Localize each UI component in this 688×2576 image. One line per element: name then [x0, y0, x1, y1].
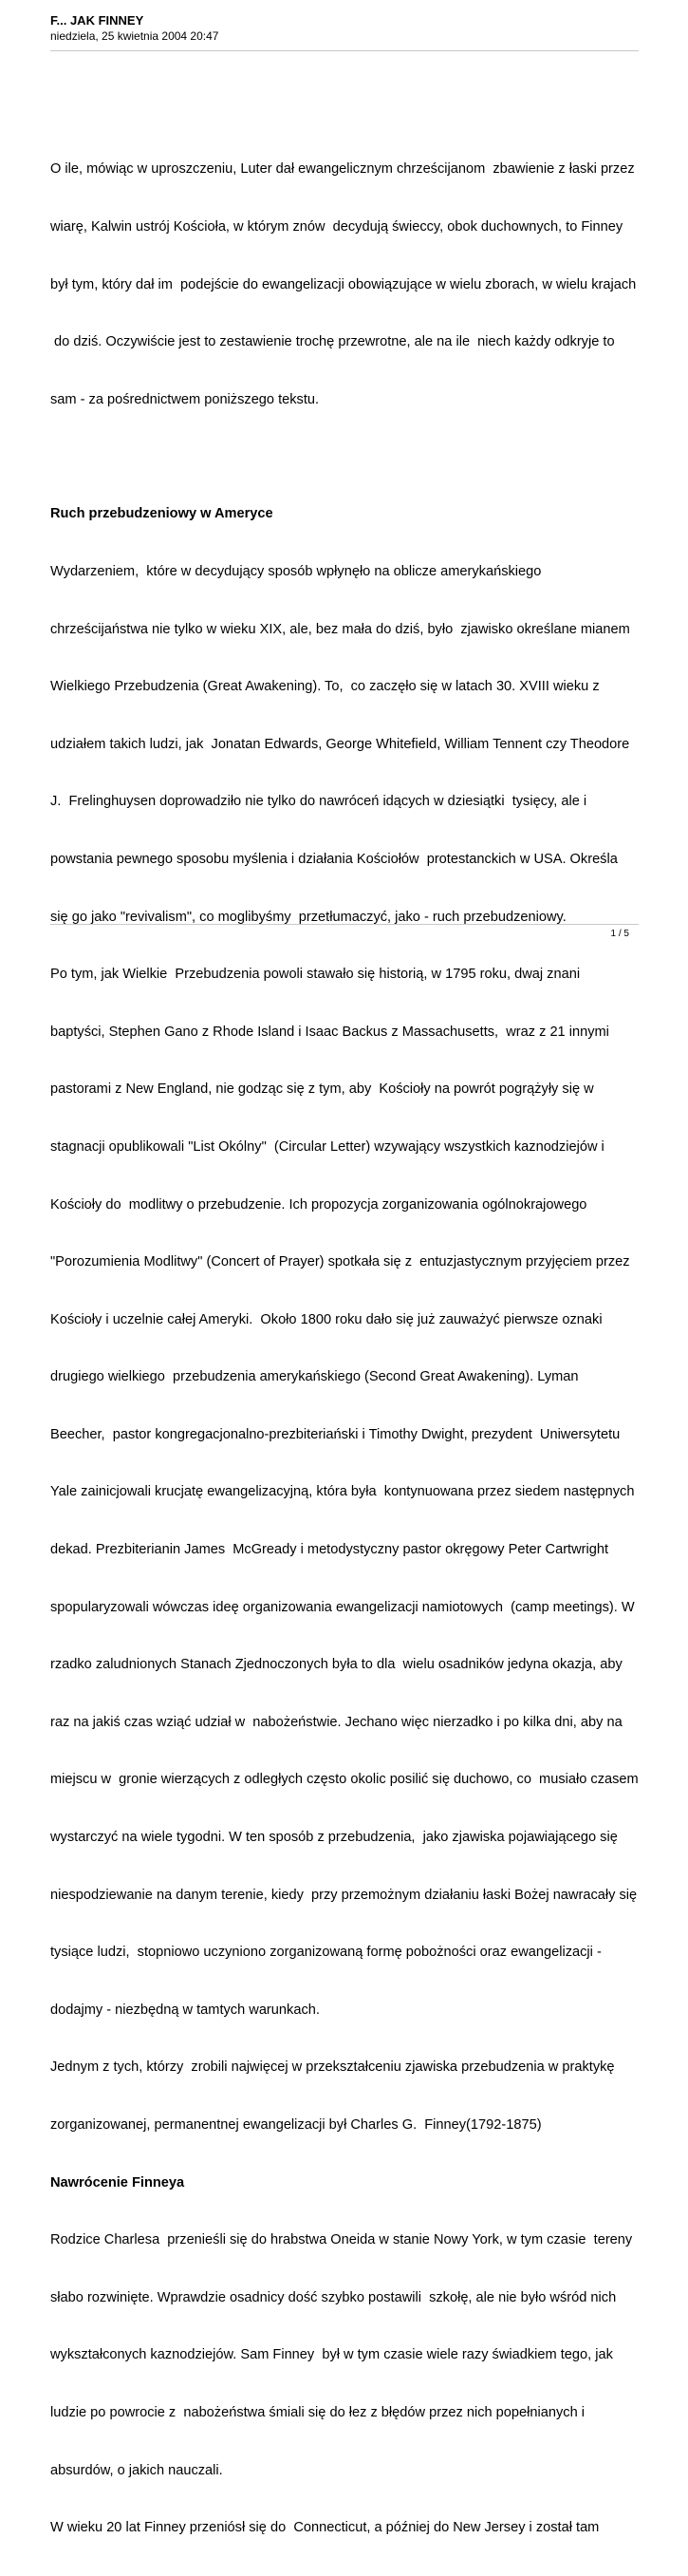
section-conversion-text — [50, 2192, 641, 2576]
text-line: dodajmy - niezbędną w tamtych warunkach. — [50, 2002, 320, 2018]
paragraph-spacer — [50, 447, 641, 504]
text-line: wystarczyć na wiele tygodni. W ten sposób z przebudzenia, jako zjawiska pojawiającego się — [50, 1830, 618, 1846]
intro-line: O ile, mówiąc w uproszczeniu, Luter dał ewangelicznym chrześcijanom zbawienie z łaski przez — [50, 161, 635, 178]
intro-paragraph — [50, 122, 641, 447]
text-line: Beecher, pastor kongregacjonalno-prezbiteriański i Timothy Dwight, prezydent Uniwersytetu — [50, 1426, 621, 1442]
text-line: Wielkiego Przebudzenia (Great Awakening). To, co zaczęło się w latach 30. XVIII wieku z — [50, 679, 600, 695]
text-line: Rodzice Charlesa przenieśli się do hrabstwa Oneida w stanie Nowy York, w tym czasie tereny — [50, 2232, 633, 2248]
text-line: wykształconych kaznodziejów. Sam Finney był w tym czasie wiele razy świadkiem tego, jak — [50, 2347, 613, 2363]
document-title: F... JAK FINNEY — [50, 13, 144, 28]
section-revival-text — [50, 524, 641, 2173]
document-date: niedziela, 25 kwietnia 2004 20:47 — [50, 29, 219, 43]
intro-line: był tym, który dał im podejście do ewangelizacji obowiązujące w wielu zborach, w wielu krajach — [50, 276, 637, 292]
text-line: absurdów, o jakich nauczali. — [50, 2462, 223, 2478]
text-line: Yale zainicjowali krucjatę ewangelizacyjną, która była kontynuowana przez siedem następnych — [50, 1484, 635, 1500]
text-line: baptyści, Stephen Gano z Rhode Island i Isaac Backus z Massachusetts, wraz z 21 innymi — [50, 1024, 609, 1040]
text-line: Jednym z tych, którzy zrobili najwięcej w przekształceniu zjawiska przebudzenia w praktykę — [50, 2059, 615, 2076]
intro-line: do dziś. Oczywiście jest to zestawienie trochę przewrotne, ale na ile niech każdy odkryje to — [50, 334, 615, 350]
text-line: pastorami z New England, nie godząc się z tym, aby Kościoły na powrót pogrążyły się w — [50, 1081, 594, 1098]
text-line: zorganizowanej, permanentnej ewangelizacji był Charles G. Finney(1792-1875) — [50, 2117, 542, 2134]
page-number: 1 / 5 — [610, 929, 629, 939]
text-line: ludzie po powrocie z nabożeństwa śmiali się do łez z błędów przez nich popełnianych i — [50, 2405, 585, 2420]
text-line: stagnacji opublikowali "List Okólny" (Circular Letter) wzywający wszystkich kaznodziejów i — [50, 1138, 604, 1155]
text-line: dekad. Prezbiterianin James McGready i metodystyczny pastor okręgowy Peter Cartwright — [50, 1542, 609, 1558]
text-line: słabo rozwinięte. Wprawdzie osadnicy dość szybko postawili szkołę, ale nie było wśród nich — [50, 2289, 617, 2305]
text-line: niespodziewanie na danym terenie, kiedy przy przemożnym działaniu łaski Bożej nawracały się — [50, 1887, 638, 1903]
footer-divider — [50, 924, 639, 925]
text-line: Wydarzeniem, które w decydujący sposób wpłynęło na oblicze amerykańskiego — [50, 563, 542, 579]
text-line: rzadko zaludnionych Stanach Zjednoczonych była to dla wielu osadników jedyna okazja, aby — [50, 1657, 623, 1673]
text-line: udziałem takich ludzi, jak Jonatan Edwards, George Whitefield, William Tennent czy Theodore — [50, 736, 630, 752]
section-heading-revival: Ruch przebudzeniowy w Ameryce — [50, 506, 273, 522]
text-line: J. Frelinghuysen doprowadziło nie tylko do nawróceń idących w dziesiątki tysięcy, ale i — [50, 794, 587, 810]
article-body — [50, 122, 641, 2576]
text-line: Kościoły i uczelnie całej Ameryki. Około 1800 roku dało się już zauważyć pierwsze oznaki — [50, 1311, 603, 1327]
text-line: chrześcijaństwa nie tylko w wieku XIX, ale, bez mała do dziś, było zjawisko określane mianem — [50, 621, 630, 637]
text-line: Kościoły do modlitwy o przebudzenie. Ich propozycja zorganizowania ogólnokrajowego — [50, 1196, 587, 1213]
text-line: "Porozumienia Modlitwy" (Concert of Prayer) spotkała się z entuzjastycznym przyjęciem przez — [50, 1254, 630, 1270]
intro-line: sam - za pośrednictwem poniższego tekstu. — [50, 391, 320, 407]
text-line: powstania pewnego sposobu myślenia i działania Kościołów protestanckich w USA. Określa — [50, 851, 618, 867]
text-line: raz na jakiś czas wziąć udział w nabożeństwie. Jechano więc nierzadko i po kilka dni, aby na — [50, 1714, 623, 1730]
section-heading-conversion: Nawrócenie Finneya — [50, 2174, 185, 2191]
text-line: drugiego wielkiego przebudzenia amerykańskiego (Second Great Awakening). Lyman — [50, 1369, 579, 1385]
text-line: tysiące ludzi, stopniowo uczyniono zorganizowaną formę pobożności oraz ewangelizacji - — [50, 1945, 602, 1961]
text-line: miejscu w gronie wierzących z odległych często okolic posilić się duchowo, co musiało czasem — [50, 1772, 639, 1788]
text-line: się go jako "revivalism", co moglibyśmy przetłumaczyć, jako - ruch przebudzeniowy. — [50, 909, 567, 925]
header-divider — [50, 50, 639, 51]
intro-line: wiarę, Kalwin ustrój Kościoła, w którym znów decydują świeccy, obok duchownych, to Finney — [50, 219, 623, 235]
text-line: spopularyzowali wówczas ideę organizowania ewangelizacji namiotowych (camp meetings). W — [50, 1599, 635, 1615]
text-line: Po tym, jak Wielkie Przebudzenia powoli stawało się historią, w 1795 roku, dwaj znani — [50, 967, 581, 983]
text-line: W wieku 20 lat Finney przeniósł się do Connecticut, a później do New Jersey i został tam — [50, 2520, 600, 2536]
